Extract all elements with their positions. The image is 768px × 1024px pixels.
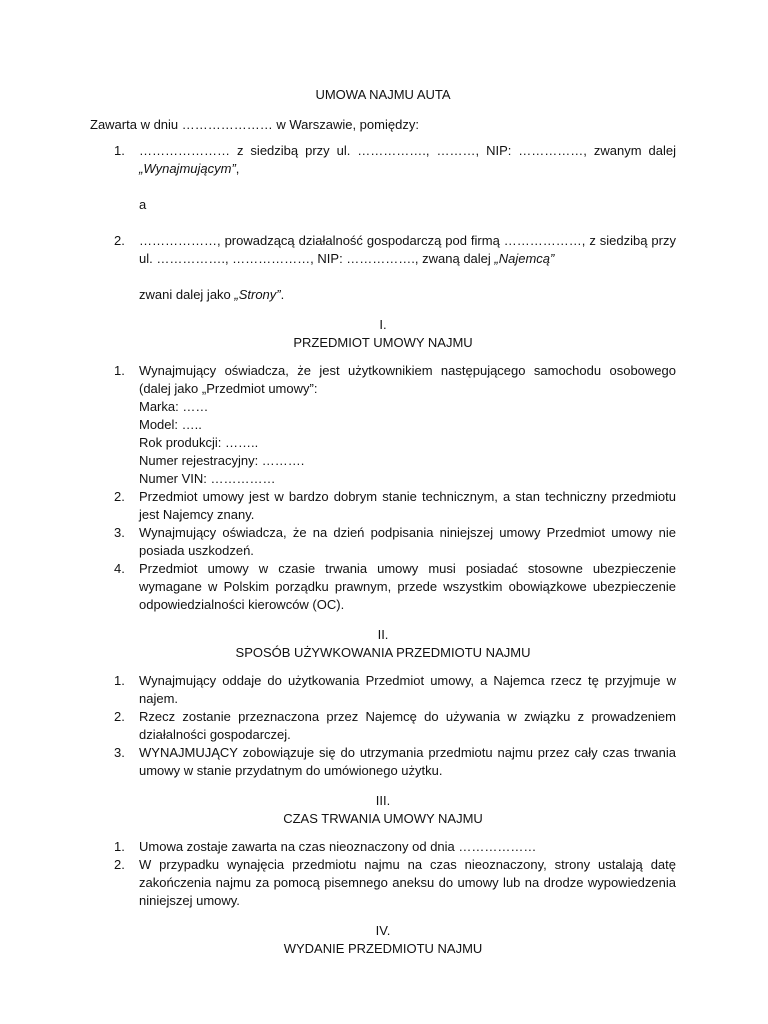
item-text: W przypadku wynajęcia przedmiotu najmu na czas nieoznaczony, strony ustalają datę zakończenia najmu za pomocą pisemnego aneksu do umowy lub na drodze wypowiedzenia niniejszej umowy. [139,857,676,908]
section-number: I. [379,317,387,332]
list-item [90,524,676,560]
party-suffix: , [235,161,240,176]
vehicle-details [139,398,676,488]
vehicle-year: Rok produkcji: …….. [139,435,259,450]
list-number: 3. [114,745,125,760]
section-number: III. [375,793,391,808]
list-number: 1. [114,143,125,158]
strony-role: „Strony” [234,287,281,302]
section-1-list [90,362,676,614]
vehicle-model: Model: ….. [139,417,202,432]
list-number: 3. [114,525,125,540]
list-number: 4. [114,561,125,576]
list-item [90,856,676,910]
list-number: 2. [114,857,125,872]
list-item [90,560,676,614]
conjunction: a [139,197,147,212]
vehicle-registration: Numer rejestracyjny: ………. [139,453,305,468]
item-text: Rzecz zostanie przeznaczona przez Najemcę do używania w związku z prowadzeniem działalności gospodarczej. [139,709,676,742]
vehicle-make: Marka: …… [139,399,209,414]
section-heading: WYDANIE PRZEDMIOTU NAJMU [283,941,483,956]
section-number: II. [377,627,389,642]
party-item [90,142,676,178]
list-number: 2. [114,489,125,504]
parties-list-2 [90,232,676,268]
parties-definition [90,286,676,304]
party-text: ………………… z siedzibą przy ul. ……………., ………, NIP: ……………, zwanym dalej [139,143,676,158]
list-item [90,838,676,856]
section-heading: SPOSÓB UŻYWKOWANIA PRZEDMIOTU NAJMU [235,645,531,660]
party-item [90,232,676,268]
section-2-list [90,672,676,780]
list-item [90,708,676,744]
list-number: 1. [114,673,125,688]
item-text: Umowa zostaje zawarta na czas nieoznaczony od dnia ……………… [139,839,537,854]
section-heading: PRZEDMIOT UMOWY NAJMU [293,335,473,350]
list-number: 2. [114,233,125,248]
item-text: Wynajmujący oświadcza, że jest użytkownikiem następującego samochodu osobowego (dalej jako „Przedmiot umowy”: [139,363,676,396]
list-number: 2. [114,709,125,724]
party-role: „Najemcą” [494,251,555,266]
item-text: Wynajmujący oświadcza, że na dzień podpisania niniejszej umowy Przedmiot umowy nie posiada uszkodzeń. [139,525,676,558]
parties-list [90,142,676,178]
section-heading: CZAS TRWANIA UMOWY NAJMU [283,811,483,826]
section-3-list [90,838,676,910]
section-number: IV. [375,923,391,938]
item-text: WYNAJMUJĄCY zobowiązuje się do utrzymania przedmiotu najmu przez cały czas trwania umowy w stanie przydatnym do umówionego użytku. [139,745,676,778]
item-text: Wynajmujący oddaje do użytkowania Przedmiot umowy, a Najemca rzecz tę przyjmuje w najem. [139,673,676,706]
list-number: 1. [114,839,125,854]
item-text: Przedmiot umowy jest w bardzo dobrym stanie technicznym, a stan techniczny przedmiotu jest Najemcy znany. [139,489,676,522]
list-item [90,488,676,524]
intro-line: Zawarta w dniu ………………… w Warszawie, pomiędzy: [90,117,419,132]
document-body [90,86,676,958]
list-item [90,744,676,780]
party-text: ………………, prowadzącą działalność gospodarczą pod firmą ………………, z siedzibą przy ul. ……………., ………………, NIP: ……………., zwaną dalej [139,233,676,266]
vehicle-vin: Numer VIN: …………… [139,471,276,486]
strony-suffix: . [280,287,285,302]
party-role: „Wynajmującym” [139,161,236,176]
document-title: UMOWA NAJMU AUTA [315,87,451,102]
list-item [90,672,676,708]
item-text: Przedmiot umowy w czasie trwania umowy musi posiadać stosowne ubezpieczenie wymagane w Polskim porządku prawnym, przede wszystkim obowiązkowe ubezpieczenie odpowiedzialności kierowców (OC). [139,561,676,612]
list-number: 1. [114,363,125,378]
list-item [90,362,676,488]
strony-prefix: zwani dalej jako [139,287,235,302]
